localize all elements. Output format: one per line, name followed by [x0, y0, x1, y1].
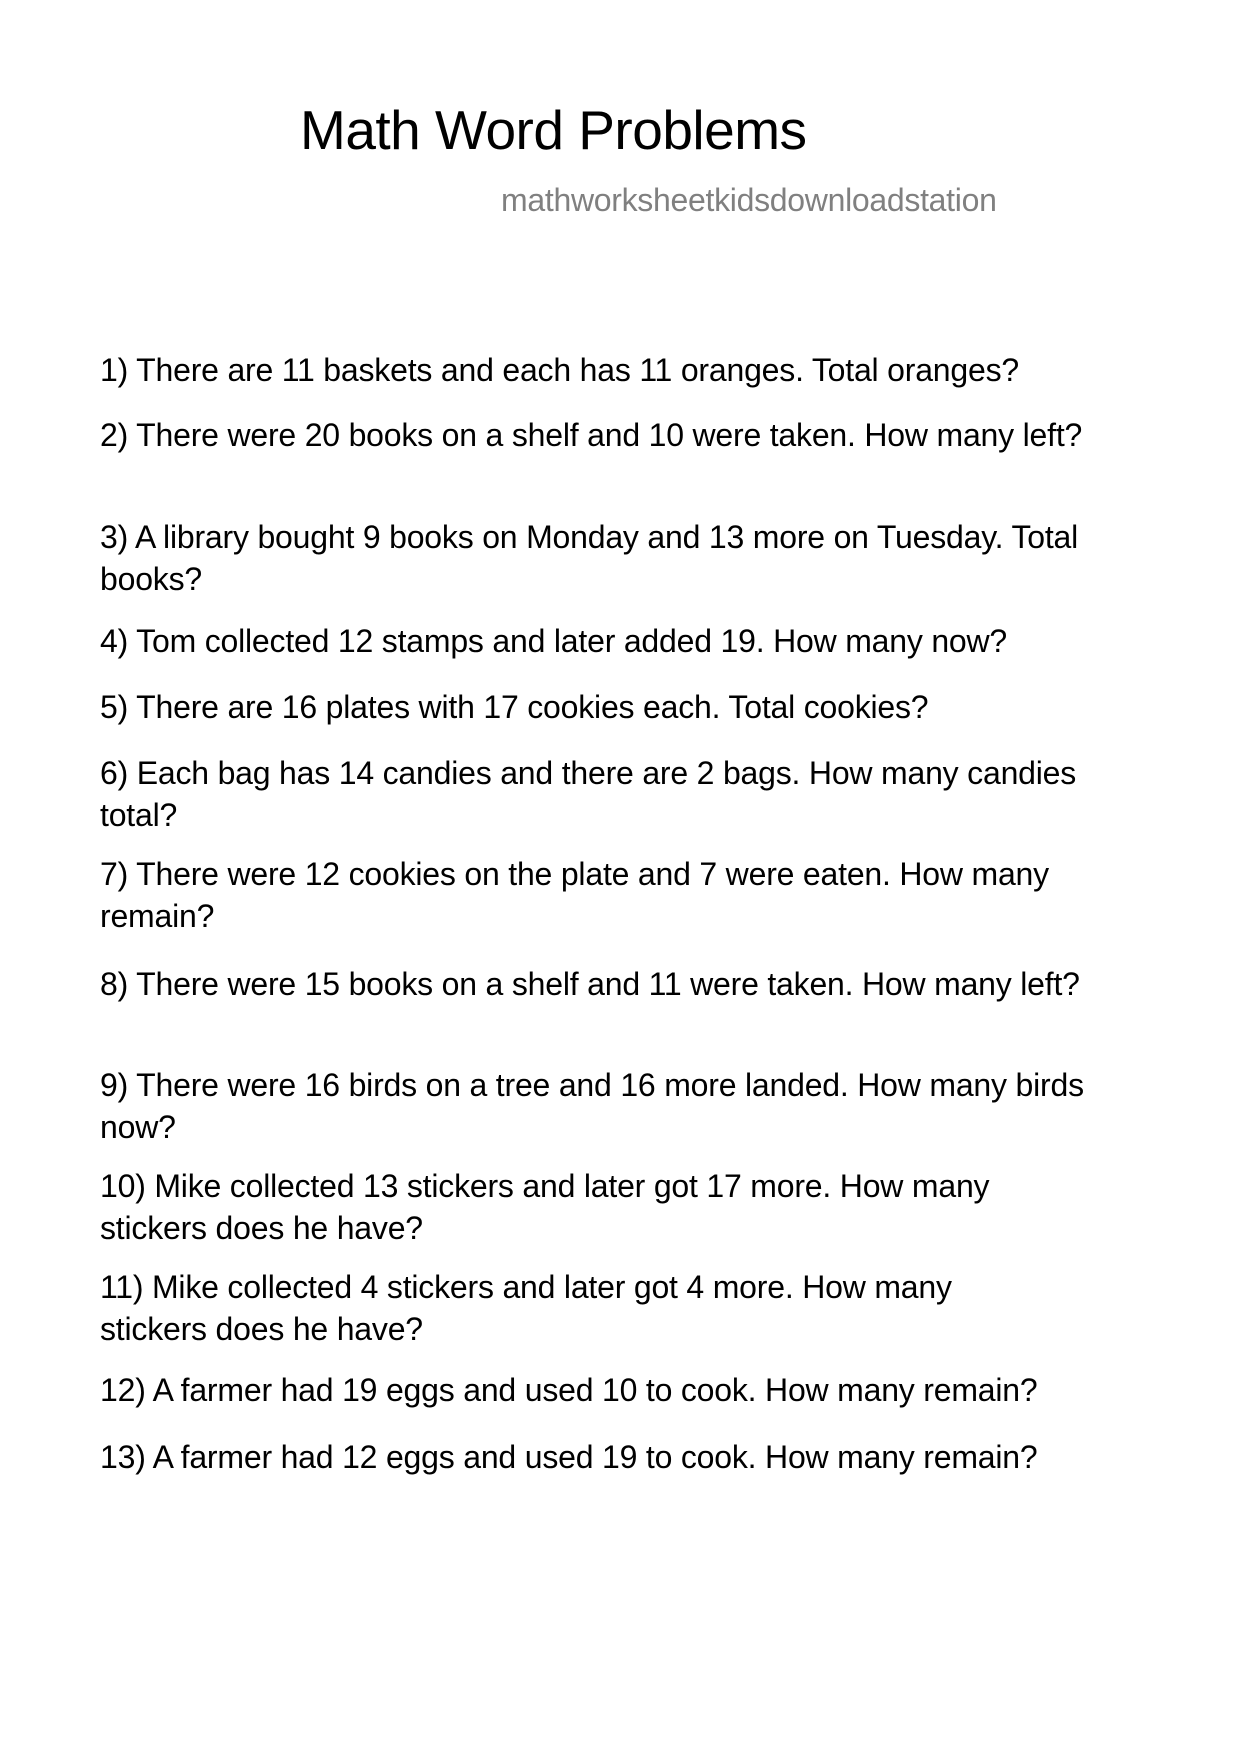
problem-item: 4) Tom collected 12 stamps and later added 19. How many now? [100, 623, 1008, 659]
problem-item: 6) Each bag has 14 candies and there are 2 bags. How many candies total? [100, 755, 1077, 833]
problem-item: 3) A library bought 9 books on Monday and 13 more on Tuesday. Total books? [100, 519, 1079, 597]
problem-item: 8) There were 15 books on a shelf and 11 were taken. How many left? [100, 966, 1080, 1002]
problem-item: 10) Mike collected 13 stickers and later got 17 more. How many stickers does he have? [100, 1168, 990, 1246]
source-watermark: mathworksheetkidsdownloadstation [501, 182, 997, 218]
problem-item: 2) There were 20 books on a shelf and 10 were taken. How many left? [100, 417, 1083, 453]
problem-item: 12) A farmer had 19 eggs and used 10 to cook. How many remain? [100, 1372, 1038, 1408]
page-title: Math Word Problems [300, 99, 807, 161]
problem-item: 13) A farmer had 12 eggs and used 19 to cook. How many remain? [100, 1439, 1038, 1475]
problem-item: 9) There were 16 birds on a tree and 16 more landed. How many birds now? [100, 1067, 1084, 1145]
problem-item: 7) There were 12 cookies on the plate and 7 were eaten. How many remain? [100, 856, 1049, 934]
problem-item: 1) There are 11 baskets and each has 11 oranges. Total oranges? [100, 352, 1019, 388]
problem-item: 11) Mike collected 4 stickers and later got 4 more. How many stickers does he have? [100, 1269, 952, 1347]
problem-item: 5) There are 16 plates with 17 cookies each. Total cookies? [100, 689, 929, 725]
